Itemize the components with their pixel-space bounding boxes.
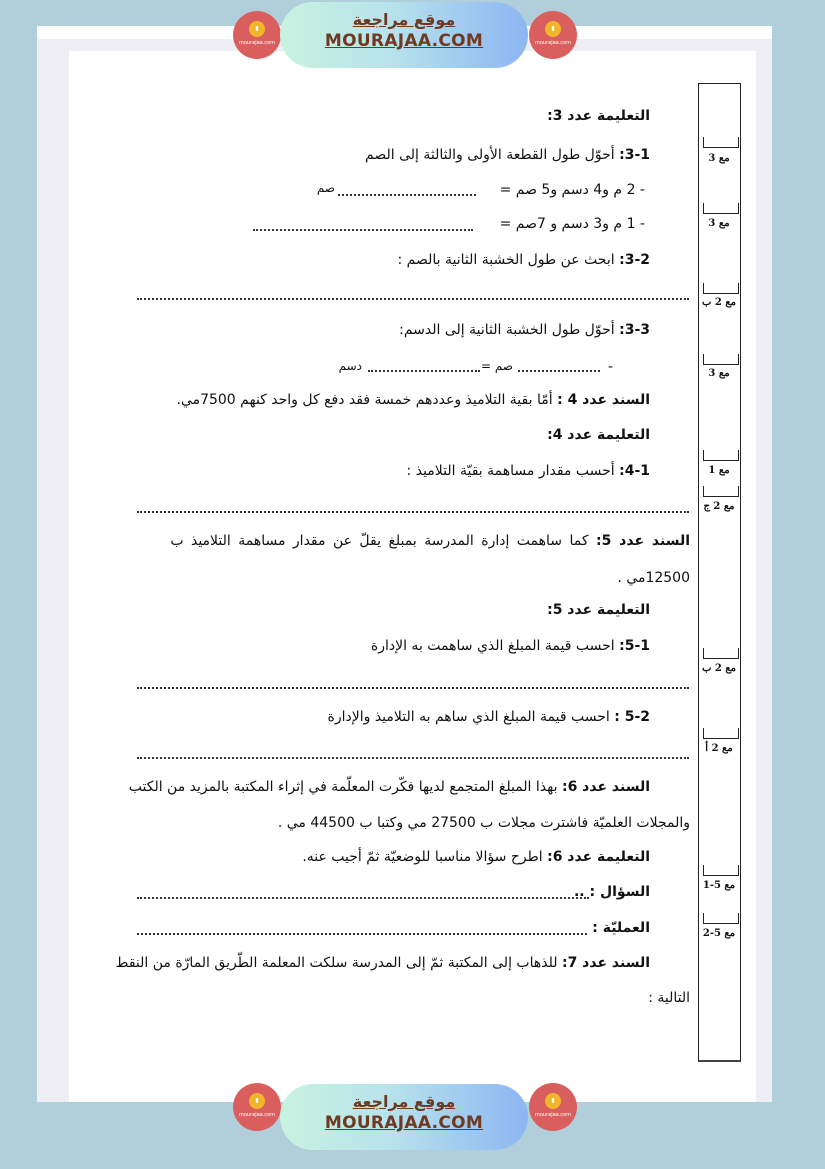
support-text: أمّا بقية التلاميذ وعددهم خمسة فقد دفع كل واحد كنهم 7500مي. bbox=[176, 392, 553, 408]
support-7-line2: التالية : bbox=[648, 990, 690, 1006]
score-bracket bbox=[703, 203, 739, 214]
answer-line[interactable] bbox=[137, 298, 689, 300]
score-bracket bbox=[703, 865, 739, 876]
badge-caption: mourajaa.com bbox=[534, 1112, 571, 1118]
score-bracket bbox=[703, 486, 739, 497]
question-text: أحسب مقدار مساهمة بقيّة التلاميذ : bbox=[406, 463, 615, 479]
support-5-line1 bbox=[170, 531, 690, 551]
score-bracket bbox=[703, 137, 739, 148]
watermark-arabic: موقع مراجعة bbox=[352, 10, 456, 29]
conversion-line-a: - 2 م و4 دسم و5 صم = bbox=[499, 182, 645, 198]
answer-line[interactable] bbox=[137, 933, 587, 935]
support-text: للذهاب إلى المكتبة ثمّ إلى المدرسة سلكت المعلمة الطّريق المارّة من النقط bbox=[115, 955, 558, 971]
book-logo-icon: ▮ bbox=[249, 1093, 265, 1109]
question-3-1 bbox=[365, 145, 650, 165]
answer-line[interactable] bbox=[137, 757, 689, 759]
question-3-3 bbox=[399, 320, 650, 340]
operation-label: العمليّة : bbox=[592, 920, 650, 936]
badge-caption: mourajaa.com bbox=[238, 40, 275, 46]
score-label: مع 2 أ bbox=[705, 743, 733, 754]
watermark-badge-left-top bbox=[233, 11, 281, 59]
score-bracket bbox=[703, 283, 739, 294]
support-label: السند عدد 4 : bbox=[557, 392, 650, 408]
question-text: أحوّل طول القطعة الأولى والثالثة إلى الصم bbox=[365, 147, 615, 163]
unit-label: صم = bbox=[480, 359, 513, 373]
conversion-line-b: - 1 م و3 دسم و 7صم = bbox=[499, 216, 645, 232]
question-number: 3-1: bbox=[619, 147, 650, 163]
answer-blank[interactable] bbox=[253, 229, 473, 231]
support-label: السند عدد 5: bbox=[595, 533, 690, 549]
support-4 bbox=[176, 390, 650, 410]
score-label: مع 1 bbox=[708, 465, 730, 476]
question-number: 4-1: bbox=[619, 463, 650, 479]
watermark-badge-right-bottom bbox=[529, 1083, 577, 1131]
question-text: ابحث عن طول الخشبة الثانية بالصم : bbox=[397, 252, 615, 268]
support-label: السند عدد 7: bbox=[561, 955, 650, 971]
answer-line[interactable] bbox=[137, 511, 689, 513]
score-bracket bbox=[703, 648, 739, 659]
unit-label: صم bbox=[316, 181, 335, 195]
answer-blank[interactable] bbox=[338, 194, 476, 196]
support-text: بهذا المبلغ المتجمع لديها فكّرت المعلّمة في إثراء المكتبة بالمزيد من الكتب bbox=[128, 779, 558, 795]
support-6-line1 bbox=[129, 777, 650, 797]
support-7-line1 bbox=[116, 953, 650, 973]
watermark-banner-top[interactable] bbox=[280, 2, 528, 68]
unit-label: دسم bbox=[338, 359, 362, 373]
question-number: 3-3: bbox=[619, 322, 650, 338]
support-6-line2: والمجلات العلميّة فاشترت مجلات ب 27500 مي وكتبا ب 44500 مي . bbox=[277, 815, 690, 831]
watermark-arabic: موقع مراجعة bbox=[352, 1092, 456, 1111]
question-number: 5-2 : bbox=[614, 709, 650, 725]
watermark-badge-left-bottom bbox=[233, 1083, 281, 1131]
instruction-5-title: التعليمة عدد 5: bbox=[547, 602, 650, 618]
score-bracket bbox=[703, 450, 739, 461]
answer-blank[interactable] bbox=[518, 370, 600, 372]
conversion-prefix: - bbox=[607, 359, 613, 375]
question-text: احسب قيمة المبلغ الذي ساهمت به الإدارة bbox=[370, 638, 615, 654]
answer-line[interactable] bbox=[137, 897, 589, 899]
support-5-line2: 12500مي . bbox=[617, 570, 690, 586]
badge-caption: mourajaa.com bbox=[534, 40, 571, 46]
book-logo-icon: ▮ bbox=[249, 21, 265, 37]
watermark-banner-bottom[interactable] bbox=[280, 1084, 528, 1150]
watermark-badge-right-top bbox=[529, 11, 577, 59]
support-label: السند عدد 6: bbox=[561, 779, 650, 795]
question-text: احسب قيمة المبلغ الذي ساهم به التلاميذ والإدارة bbox=[327, 709, 610, 725]
question-number: 3-2: bbox=[619, 252, 650, 268]
score-bracket bbox=[703, 913, 739, 924]
score-label: مع 2 ب bbox=[701, 297, 737, 308]
question-number: 5-1: bbox=[619, 638, 650, 654]
answer-blank[interactable] bbox=[368, 370, 480, 372]
score-bracket bbox=[703, 728, 739, 739]
question-5-2 bbox=[328, 707, 650, 727]
score-label: مع 5-2 bbox=[702, 928, 736, 939]
answer-line[interactable] bbox=[137, 687, 689, 689]
score-bracket bbox=[703, 354, 739, 365]
instruction-3-title: التعليمة عدد 3: bbox=[547, 108, 650, 124]
badge-caption: mourajaa.com bbox=[238, 1112, 275, 1118]
watermark-latin: MOURAJAA.COM bbox=[324, 31, 484, 51]
instruction-6 bbox=[302, 847, 650, 867]
score-label: مع 2 ج bbox=[703, 501, 735, 512]
score-label: مع 2 ب bbox=[701, 663, 737, 674]
question-text: أحوّل طول الخشبة الثانية إلى الدسم: bbox=[399, 322, 615, 338]
support-text: كما ساهمت إدارة المدرسة بمبلغ يقلّ عن مقدار مساهمة التلاميذ ب bbox=[170, 533, 589, 549]
score-label: مع 3 bbox=[708, 218, 730, 229]
watermark-latin: MOURAJAA.COM bbox=[324, 1113, 484, 1133]
score-label: مع 5-1 bbox=[702, 880, 736, 891]
question-4-1 bbox=[407, 461, 650, 481]
book-logo-icon: ▮ bbox=[545, 21, 561, 37]
instruction-label: التعليمة عدد 6: bbox=[547, 849, 650, 865]
instruction-text: اطرح سؤالا مناسبا للوضعيّة ثمّ أجيب عنه. bbox=[302, 849, 543, 865]
book-logo-icon: ▮ bbox=[545, 1093, 561, 1109]
score-label: مع 3 bbox=[708, 153, 730, 164]
question-label: السؤال : .. bbox=[573, 884, 650, 900]
question-3-2 bbox=[398, 250, 650, 270]
question-5-1 bbox=[371, 636, 650, 656]
score-label: مع 3 bbox=[708, 368, 730, 379]
instruction-4-title: التعليمة عدد 4: bbox=[547, 427, 650, 443]
